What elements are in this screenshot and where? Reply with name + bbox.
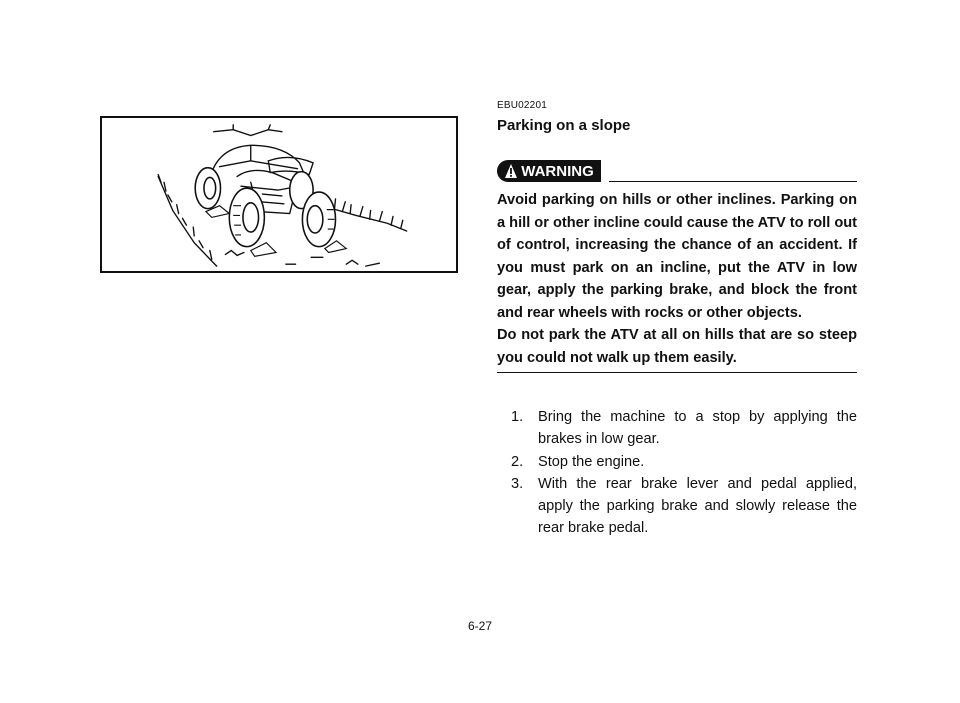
step-item (511, 451, 857, 473)
warning-header (497, 160, 857, 182)
page-number: 6-27 (467, 619, 493, 633)
step-text: Bring the machine to a stop by applying the brakes in low gear. (538, 409, 857, 448)
step-item (511, 406, 857, 451)
step-number: 1. (511, 409, 524, 425)
warning-label: WARNING (521, 162, 594, 180)
atv-illustration (102, 118, 456, 271)
step-text: Stop the engine. (538, 453, 645, 470)
exclamation-icon (504, 163, 518, 179)
step-number: 2. (511, 453, 524, 470)
procedure-steps (497, 406, 857, 540)
warning-paragraph: Avoid parking on hills or other inclines. Parking on a hill or other incline could cause the ATV to roll out of control, increasing the chance of an accident. If you must park on an incline, put the ATV in low gear, apply the parking brake, and block the front and rear wheels with rocks or other objects. (497, 192, 858, 321)
step-text: With the rear brake lever and pedal applied, apply the parking brake and slowly release the rear brake pedal. (538, 475, 857, 537)
warning-badge (497, 160, 601, 182)
parking-on-slope-section (497, 100, 857, 540)
atv-parked-on-slope-illustration (100, 116, 458, 273)
section-heading: Parking on a slope (497, 117, 631, 134)
warning-text (497, 189, 857, 373)
warning-paragraph: Do not park the ATV at all on hills that are so steep you could not walk up them easily. (497, 327, 857, 366)
step-number: 3. (511, 475, 524, 492)
section-code: EBU02201 (497, 100, 547, 111)
warning-rule (609, 181, 857, 182)
step-item (511, 473, 857, 540)
